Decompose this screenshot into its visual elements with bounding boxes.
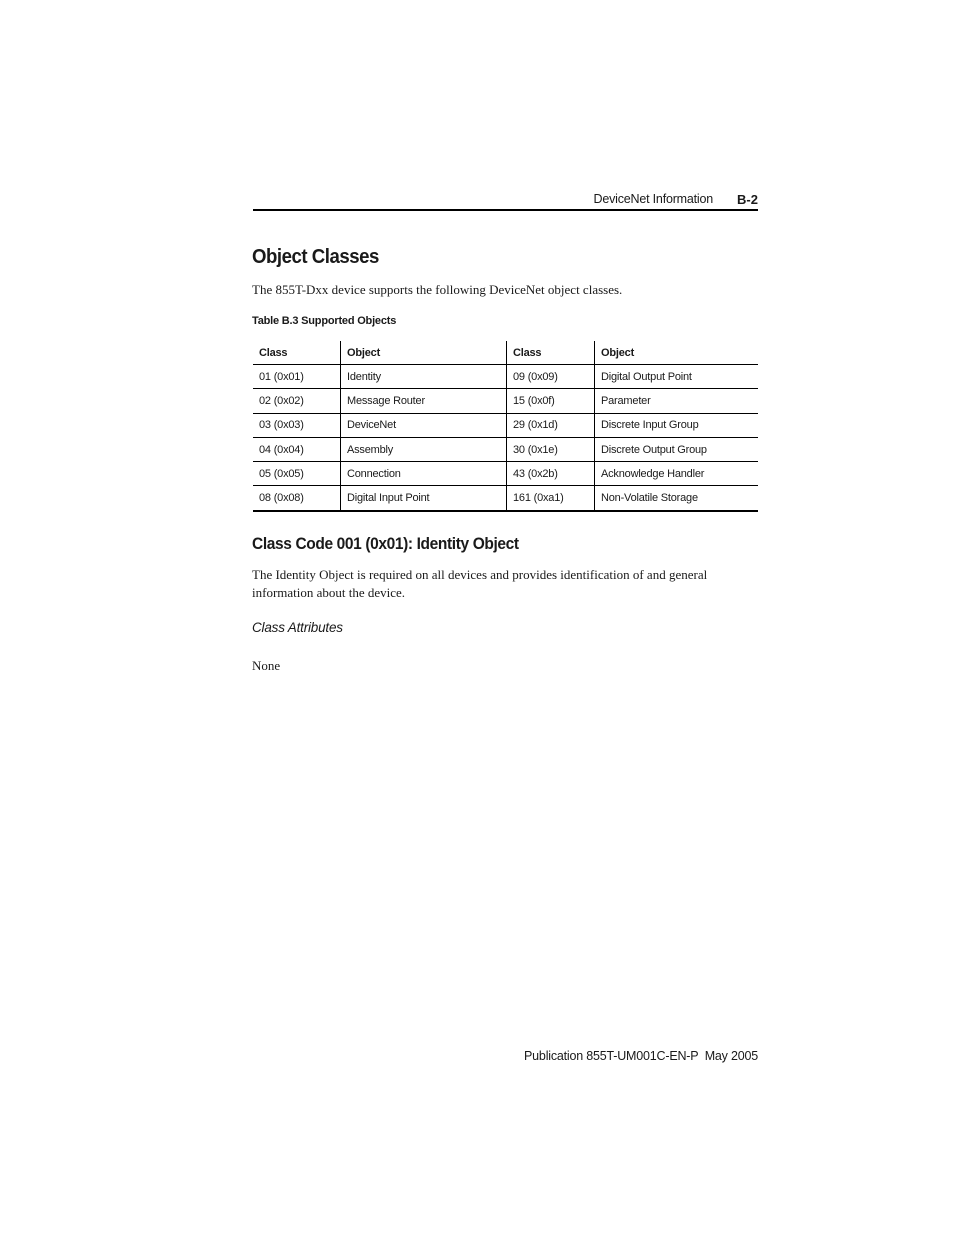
publication-footer: Publication 855T-UM001C-EN-P May 2005 — [524, 1049, 758, 1063]
intro-paragraph: The 855T-Dxx device supports the following DeviceNet object classes. — [252, 282, 623, 297]
header-rule — [253, 209, 758, 211]
table-row — [253, 389, 758, 413]
table-header-row — [253, 341, 758, 365]
class-cell: 30 (0x1e) — [507, 437, 595, 461]
running-header — [253, 192, 758, 210]
column-header-class: Class — [253, 341, 341, 365]
column-header-object: Object — [595, 341, 759, 365]
table-row — [253, 486, 758, 511]
column-header-class: Class — [507, 341, 595, 365]
subsection-heading: Class Code 001 (0x01): Identity Object — [252, 535, 519, 553]
class-cell: 01 (0x01) — [253, 365, 341, 389]
object-cell: Assembly — [341, 437, 507, 461]
description-paragraph: The Identity Object is required on all devices and provides identification of and general information about the device. — [252, 567, 708, 600]
object-cell: Discrete Output Group — [595, 437, 759, 461]
class-cell: 09 (0x09) — [507, 365, 595, 389]
object-cell: Identity — [341, 365, 507, 389]
class-cell: 04 (0x04) — [253, 437, 341, 461]
supported-objects-table — [253, 341, 758, 512]
class-cell: 15 (0x0f) — [507, 389, 595, 413]
column-header-object: Object — [341, 341, 507, 365]
table-row — [253, 365, 758, 389]
table-caption: Table B.3 Supported Objects — [252, 315, 397, 327]
class-cell: 08 (0x08) — [253, 486, 341, 511]
table-row — [253, 462, 758, 486]
object-cell: Parameter — [595, 389, 759, 413]
object-cell: Digital Input Point — [341, 486, 507, 511]
class-cell: 02 (0x02) — [253, 389, 341, 413]
object-cell: Digital Output Point — [595, 365, 759, 389]
class-attributes-value: None — [252, 658, 281, 673]
table-row — [253, 437, 758, 461]
class-cell: 29 (0x1d) — [507, 413, 595, 437]
object-cell: Connection — [341, 462, 507, 486]
class-cell: 05 (0x05) — [253, 462, 341, 486]
class-cell: 161 (0xa1) — [507, 486, 595, 511]
section-heading: Object Classes — [252, 246, 379, 268]
object-cell: DeviceNet — [341, 413, 507, 437]
class-cell: 43 (0x2b) — [507, 462, 595, 486]
object-cell: Non-Volatile Storage — [595, 486, 759, 511]
object-cell: Message Router — [341, 389, 507, 413]
object-cell: Discrete Input Group — [595, 413, 759, 437]
class-attributes-heading: Class Attributes — [252, 620, 343, 635]
class-cell: 03 (0x03) — [253, 413, 341, 437]
object-cell: Acknowledge Handler — [595, 462, 759, 486]
page-number: B-2 — [737, 192, 758, 207]
running-header-title: DeviceNet Information — [593, 192, 713, 206]
table-row — [253, 413, 758, 437]
